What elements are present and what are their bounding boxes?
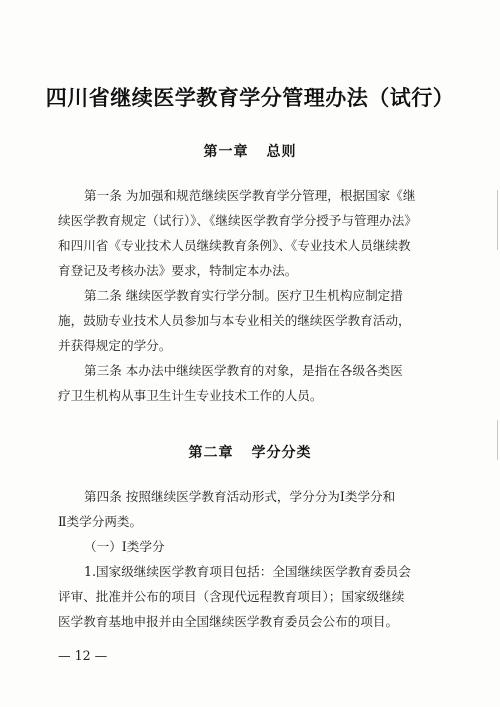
page-number: — 12 — [58,648,108,663]
article-1 [58,183,446,283]
chapter-1-name: 总则 [266,144,297,160]
chapter-1-number: 第一章 [203,144,249,160]
article-3 [58,358,446,408]
text-line: 医学教育基地申报并由全国继续医学教育委员会公布的项目。 [58,614,399,629]
text-line: 评审、批准并公布的项目（含现代远程教育项目）；国家级继续 [58,589,405,604]
chapter-1-heading [0,141,500,161]
text-line: 并获得规定的学分。 [58,338,172,353]
item-1 [58,559,446,634]
text-line: 第一条 为加强和规范继续医学教育学分管理，根据国家《继 [84,188,416,203]
chapter-2-number: 第二章 [188,445,234,461]
article-4 [58,484,446,534]
text-line: 1.国家级继续医学教育项目包括：全国继续医学教育委员会 [84,564,411,579]
text-line: Ⅱ类学分两类。 [58,514,143,529]
text-line: 第四条 按照继续医学教育活动形式，学分分为Ⅰ类学分和 [84,489,396,504]
article-2 [58,283,446,358]
scan-edge-mark [497,190,498,250]
chapter-2-heading [0,442,500,462]
text-line: 和四川省《专业技术人员继续教育条例》、《专业技术人员继续教 [58,238,411,253]
text-line: 续医学教育规定（试行）》、《继续医学教育学分授予与管理办法》 [58,213,417,228]
text-line: 第三条 本办法中继续医学教育的对象，是指在各级各类医 [84,363,403,378]
text-line: 育登记及考核办法》要求，特制定本办法。 [58,263,298,278]
chapter-2-name: 学分分类 [251,445,312,461]
text-line: 施，鼓励专业技术人员参加与本专业相关的继续医学教育活动， [58,313,411,328]
section-1-heading [58,534,446,559]
scan-edge-mark [497,420,498,460]
text-line: 疗卫生机构从事卫生计生专业技术工作的人员。 [58,388,323,403]
section-1-label: （一）Ⅰ类学分 [84,539,165,554]
document-title: 四川省继续医学教育学分管理办法（试行） [45,86,455,110]
text-line: 第二条 继续医学教育实行学分制。医疗卫生机构应制定措 [84,288,403,303]
